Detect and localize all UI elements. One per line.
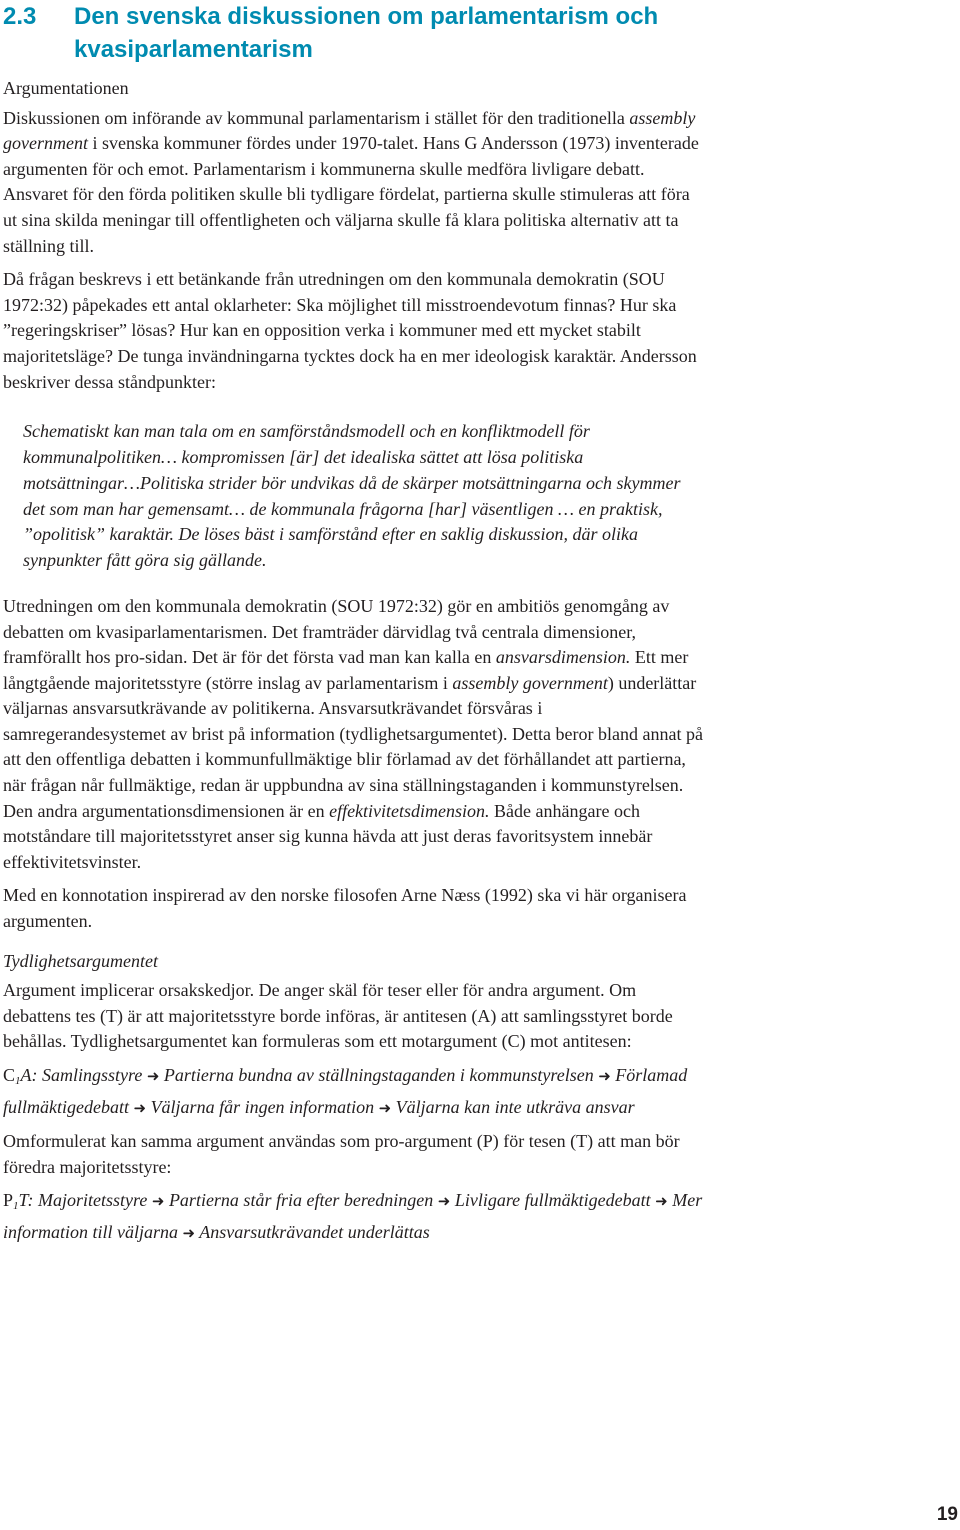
paragraph-6: Omformulerat kan samma argument användas som pro-argument (P) för tesen (T) att man bör föredra majoritetsstyre: [3,1131,680,1177]
argument-chain-p1: $P_1T$: Majoritetsstyre ➜ Partierna står fria efter beredningen ➜ Livligare fullmäktigedebatt ➜ Mer information till väljarna ➜ Ansvarsutkrävandet underlättas [3,1190,703,1242]
arrow-icon: ➜ [151,1192,165,1211]
block-quote: Schematiskt kan man tala om en samförståndsmodell och en konfliktmodell för kommunalpolitiken… kompromissen [är] det idealiska sättet att lösa politiska motsättningar…Politiska strider bör undvikas då de skärper motsättningarna och skymmer det som man har gemensamt… de kommunala frågorna [har] väsentligen … en praktisk, ”opolitisk” karaktär. De löses bäst i samförstånd efter en saklig diskussion, där olika synpunkter fått göra sig gällande. [23,421,681,571]
subheading-tydlighetsargumentet: Tydlighetsargumentet [3,950,158,971]
section-number: 2.3 [3,3,37,30]
paragraph-4: Med en konnotation inspirerad av den norske filosofen Arne Næss (1992) ska vi här organisera argumenten. [3,885,687,932]
arrow-icon: ➜ [182,1223,196,1242]
argument-chain-c1: $C_1A$: Samlingsstyre ➜ Partierna bundna av ställningstaganden i kommunstyrelsen ➜ Förlamad fullmäktigedebatt ➜ Väljarna får ingen information ➜ Väljarna kan inte utkräva ansvar [3,1065,688,1117]
paragraph-1: Diskussionen om införande av kommunal parlamentarism i stället för den traditionella assembly government i svenska kommuner fördes under 1970-talet. Hans G Andersson (1973) inventerade argumenten för och emot. Parlamentarism i kommunerna skulle medföra livligare debatt. Ansvaret för den förda politiken skulle bli tydligare fördelat, partierna skulle stimuleras att föra ut sina skilda meningar till offentligheten och väljarna skulle få klara politiska alternativ att ta ställning till. [3,107,699,256]
paragraph-2: Då frågan beskrevs i ett betänkande från utredningen om den kommunala demokratin (SOU 1972:32) påpekades ett antal oklarheter: Ska möjlighet till misstroendevotum finnas? Hur ska ”regeringskriser” lösas? Hur kan en opposition verka i kommuner med ett mycket stabilt majoritetsläge? De tunga invändningarna tycktes dock ha en mer ideologisk karaktär. Andersson beskriver dessa ståndpunkter: [3,269,697,392]
page-number: 19 [936,1504,958,1525]
subheading-argumentationen: Argumentationen [3,78,129,98]
document-page [3,0,703,1247]
paragraph-5: Argument implicerar orsakskedjor. De anger skäl för teser eller för andra argument. Om debattens tes (T) är att majoritetsstyre borde införas, är antitesen (A) att samlingsstyret borde behållas. Tydlighetsargumentet kan formuleras som ett motargument (C) mot antitesen: [3,980,673,1052]
arrow-icon: ➜ [598,1067,611,1085]
arrow-icon: ➜ [133,1098,147,1117]
section-heading [3,0,703,66]
arrow-icon: ➜ [146,1067,160,1085]
section-title: Den svenska diskussionen om parlamentarism och kvasiparlamentarism [74,3,659,63]
paragraph-3: Utredningen om den kommunala demokratin (SOU 1972:32) gör en ambitiös genomgång av debatten om kvasiparlamentarismen. Det framträder därvidlag två centrala dimensioner, framförallt hos pro-sidan. Det är för det första vad man kan kalla en ansvarsdimension. Ett mer långtgående majoritetsstyre (större inslag av parlamentarism i assembly government) underlättar väljarnas ansvarsutkrävande av politikerna. Ansvarsutkrävandet försvåras i samregerandesystemet av brist på information (tydlighetsargumentet). Detta beror bland annat på att den offentliga debatten i kommunfullmäktige blir förlamad av det förhållandet att partierna, när frågan når fullmäktige, redan är uppbundna av sina ställningstaganden i kommunstyrelsen. Den andra argumentationsdimensionen är en effektivitetsdimension. Både anhängare och motståndare till majoritetsstyret anser sig kunna hävda att just deras favoritsystem innebär effektivitetsvinster. [3,595,703,872]
arrow-icon: ➜ [655,1192,668,1211]
arrow-icon: ➜ [437,1192,451,1211]
arrow-icon: ➜ [378,1098,392,1117]
